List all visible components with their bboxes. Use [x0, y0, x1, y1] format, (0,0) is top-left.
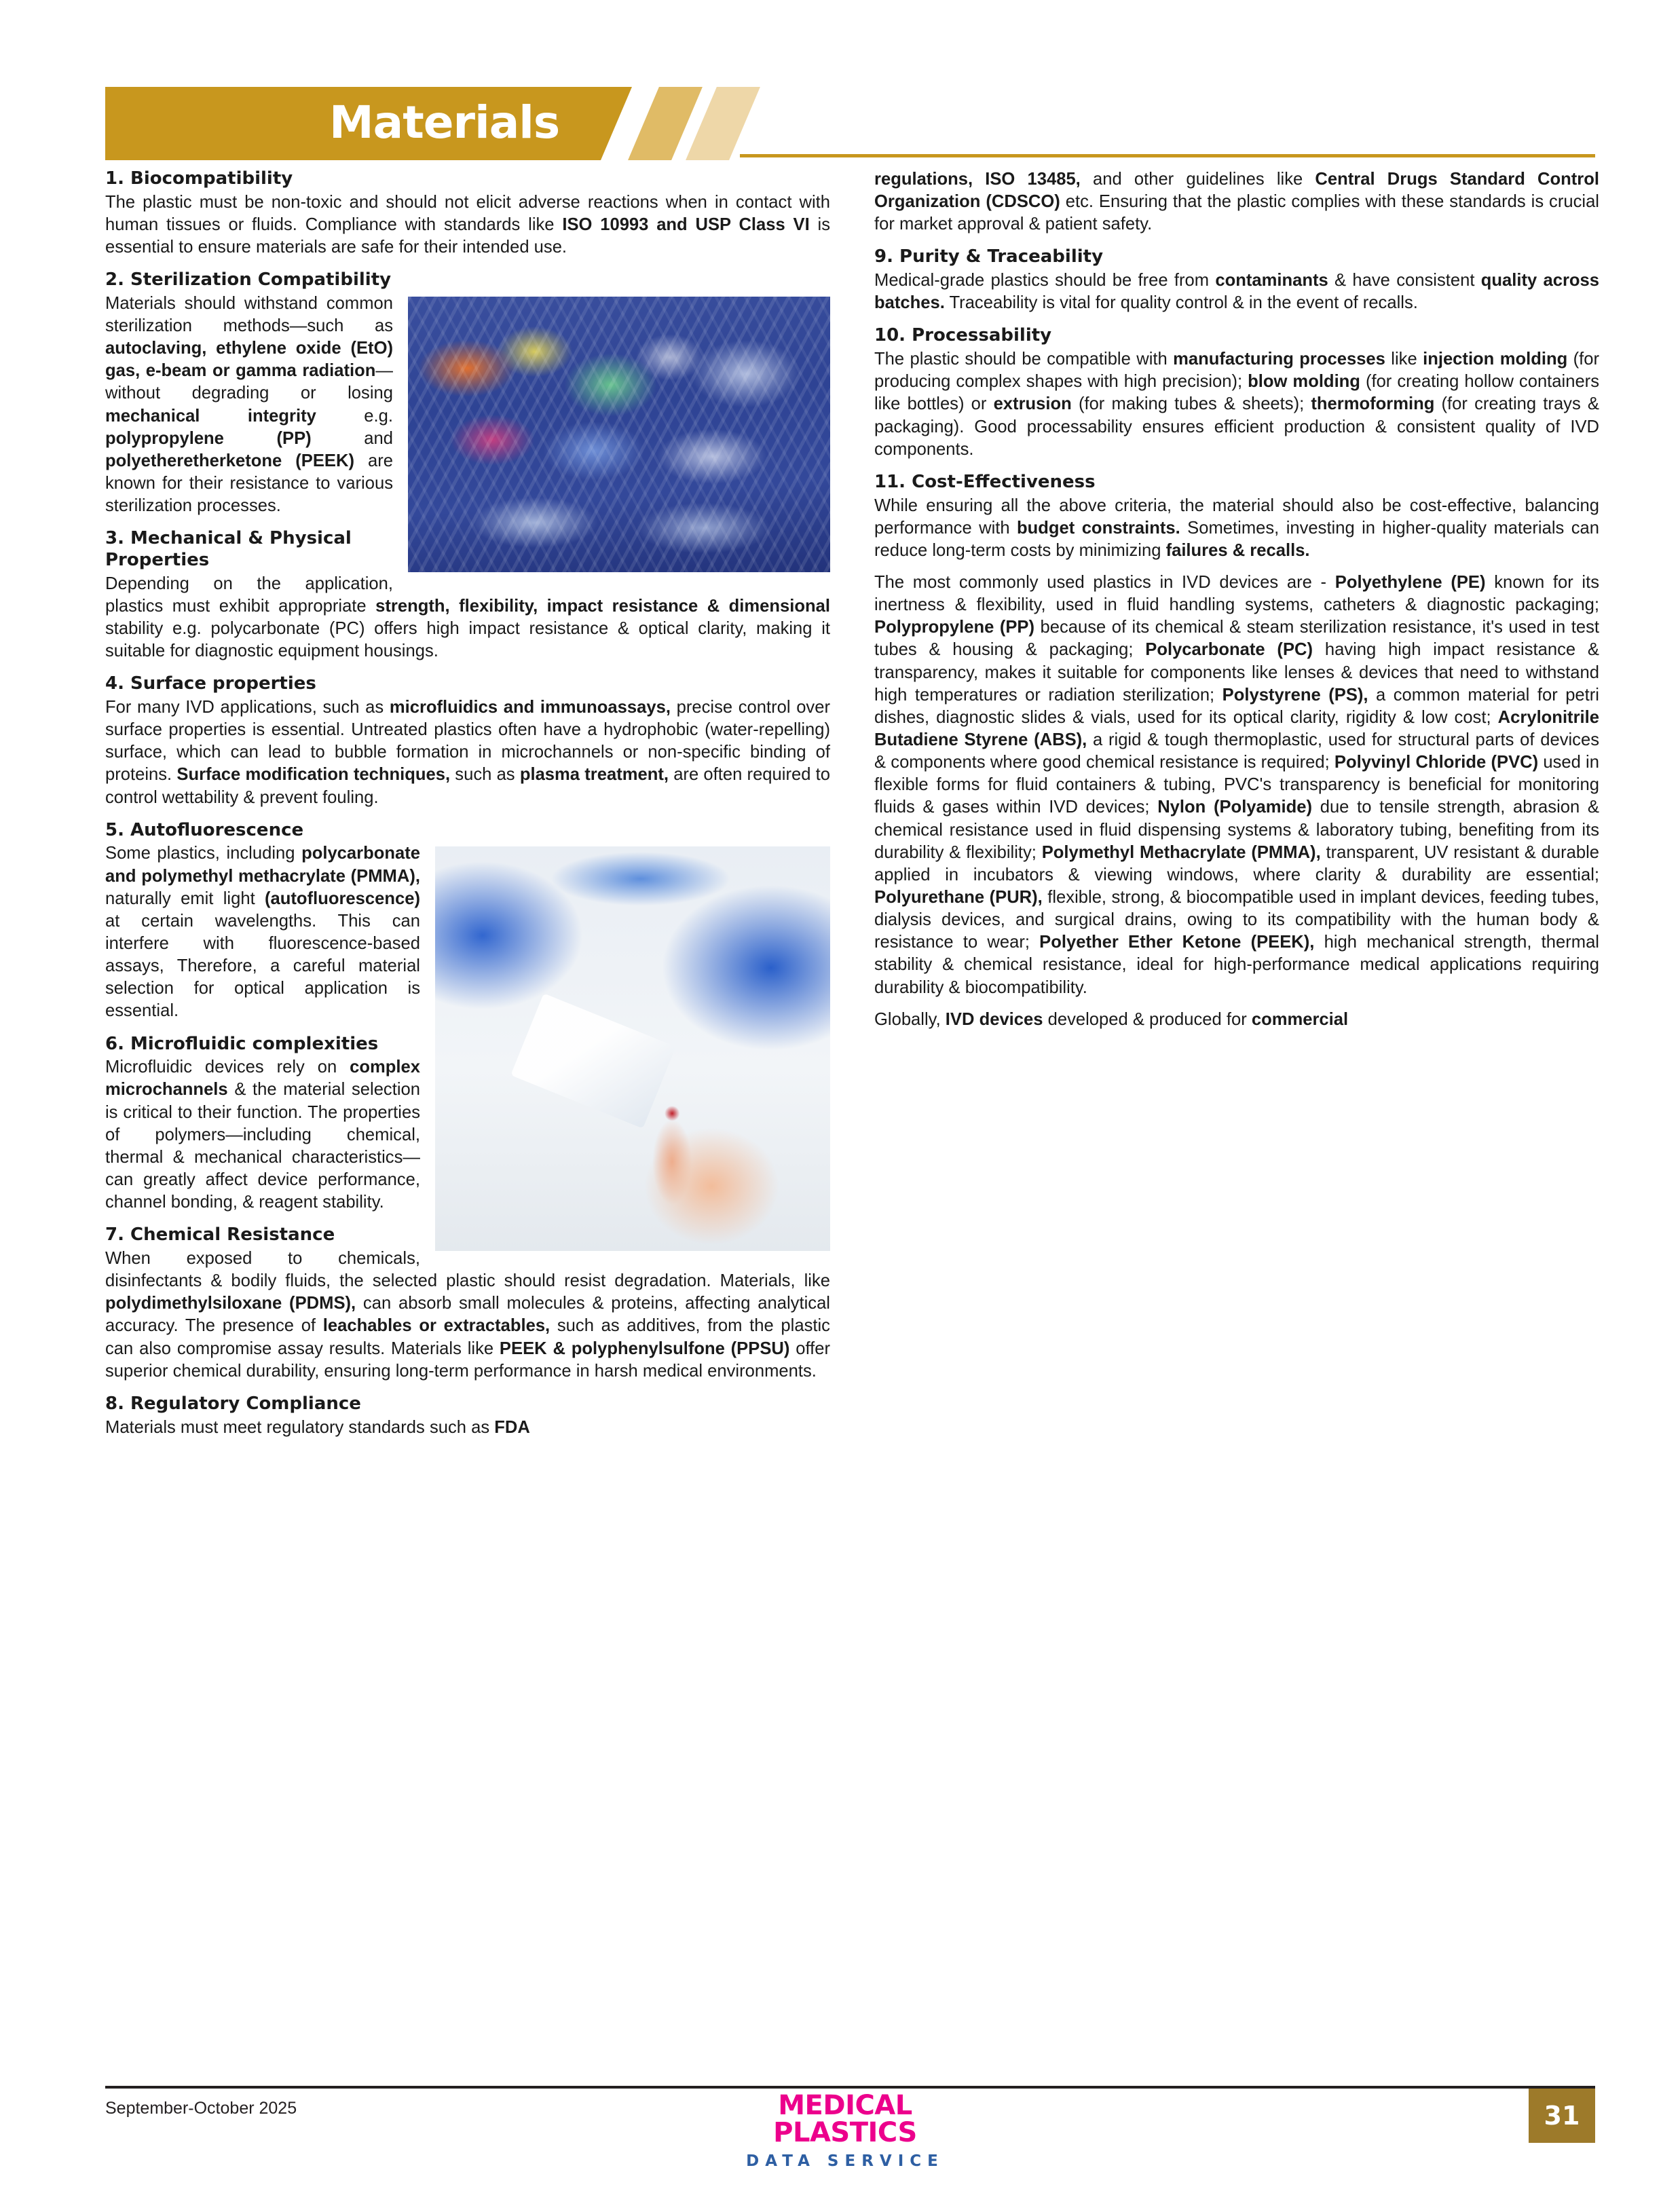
text-run: Medical-grade plastics should be free from [874, 271, 1216, 291]
logo-subtitle: DATA SERVICE [746, 2152, 944, 2170]
text-run-bold: IVD devices [945, 1009, 1043, 1029]
text-run: and other guidelines like [1080, 170, 1315, 189]
section-body-processability [874, 348, 1599, 461]
section-body-regulatory-continued [874, 168, 1599, 236]
text-run-bold: manufacturing processes [1173, 350, 1385, 369]
text-run-bold: contaminants [1215, 271, 1328, 291]
text-run-bold: strength, flexibility, impact resistance & dimensional [375, 596, 830, 616]
text-run: high mechanical strength, thermal stability & chemical resistance, ideal for high-performance medical applications requiring durability & biocompatibility. [874, 933, 1599, 997]
text-run: & have consistent [1328, 271, 1481, 291]
text-run: Globally, [874, 1009, 946, 1029]
plastic-name-pe: Polyethylene (PE) [1334, 572, 1486, 592]
text-run: Microfluidic devices rely on [105, 1058, 350, 1077]
text-run: due to tensile strength, abrasion & chemical resistance used in fluid dispensing systems & laboratory tubing, benefiting from its durability & flexibility; [874, 798, 1599, 862]
text-run-bold: polycarbonate and polymethyl methacrylate (PMMA), [105, 844, 420, 886]
section-heading-mechanical: 3. Mechanical & Physical Properties [105, 528, 352, 570]
section-body-surface [105, 696, 830, 809]
lab-consumables-photo [408, 297, 830, 572]
text-run: a common material for petri dishes, diagnostic slides & vials, used for its optical clarity, rigidity & low cost; [874, 685, 1599, 727]
text-run-bold: ISO 10993 and USP Class VI [562, 214, 810, 234]
text-run: at certain wavelengths. This can interfere with fluorescence-based assays, Therefore, a careful material selection for optical application is essential. [105, 911, 420, 1021]
text-run-bold: leachables or extractables, [322, 1316, 550, 1336]
publication-logo [716, 2092, 974, 2169]
section-heading-chemical-resistance: 7. Chemical Resistance [105, 1224, 335, 1246]
text-run-bold: quality across batches. [874, 271, 1600, 313]
text-run: a rigid & tough thermoplastic, used for structural parts of devices & components where good chemical resistance is required; [874, 730, 1599, 772]
text-run: used in flexible forms for fluid containers & tubing, PVC's transparency is beneficial for monitoring fluids & gases within IVD devices; [874, 753, 1599, 817]
text-run: is essential to ensure materials are safe for their intended use. [105, 214, 830, 257]
text-run: (for creating trays & packaging). Good processability ensures efficient production & consistent quality of IVD components. [874, 394, 1600, 459]
text-run: are known for their resistance to various sterilization processes. [105, 451, 393, 516]
text-run: like [1385, 350, 1423, 369]
plastic-name-pur: Polyurethane (PUR), [874, 887, 1043, 907]
text-run-bold: commercial [1251, 1009, 1349, 1029]
left-column [105, 168, 830, 1440]
text-run: such as additives, from the plastic can also compromise assay results. Materials like [105, 1316, 830, 1358]
plastic-name-ps: Polystyrene (PS), [1222, 685, 1368, 705]
text-run: etc. Ensuring that the plastic complies with these standards is crucial for market approval & patient safety. [874, 192, 1599, 234]
page-number-badge: 31 [1529, 2089, 1595, 2143]
page-title: Materials [329, 96, 560, 149]
text-run: stability e.g. polycarbonate (PC) offers high impact resistance & optical clarity, making it suitable for diagnostic equipment housings. [105, 618, 830, 661]
section-heading-autofluorescence: 5. Autofluorescence [105, 819, 304, 840]
text-run: Sometimes, investing in higher-quality materials can reduce long-term costs by minimizing [874, 518, 1599, 560]
text-run-bold: FDA [494, 1417, 530, 1437]
text-run-bold: failures & recalls. [1165, 540, 1310, 560]
text-run-bold: polydimethylsiloxane (PDMS), [105, 1294, 356, 1313]
text-run-bold: extrusion [993, 394, 1072, 414]
section-body-purity [874, 269, 1599, 314]
section-heading-surface: 4. Surface properties [105, 673, 316, 694]
text-run: flexible, strong, & biocompatible used in implant devices, feeding tubes, dialysis devices, and surgical drains, owing to its compatibility with the human body & resistance to wear; [874, 887, 1599, 952]
text-run: Traceability is vital for quality control & in the event of recalls. [944, 293, 1418, 313]
section-heading-biocompatibility: 1. Biocompatibility [105, 168, 293, 189]
banner-rule [740, 154, 1595, 157]
text-run: (for creating hollow containers like bottles) or [874, 372, 1599, 414]
text-run: (for making tubes & sheets); [1071, 394, 1311, 414]
text-run: and [311, 428, 393, 448]
section-body-common-plastics [874, 572, 1599, 999]
section-heading-sterilization: 2. Sterilization Compatibility [105, 269, 392, 291]
text-run: transparent, UV resistant & durable applied in incubators & viewing windows, where clarity & durability are essential; [874, 842, 1599, 884]
text-run: developed & produced for [1043, 1009, 1252, 1029]
section-heading-purity: 9. Purity & Traceability [874, 246, 1104, 267]
text-run: —without degrading or losing [105, 361, 393, 403]
text-run: The plastic must be non-toxic and should not elicit adverse reactions when in contact with human tissues or fluids. Compliance with standards like [105, 192, 830, 234]
text-run: & the material selection is critical to their function. The properties of polymers—including chemical, thermal & mechanical characteristics—can greatly affect device performance, channel bonding, & reagent stability. [105, 1080, 420, 1212]
text-run-bold: complex microchannels [105, 1058, 420, 1100]
text-run: known for its inertness & flexibility, used in fluid handling systems, catheters & diagnostic packaging; [874, 572, 1600, 615]
section-body-global [874, 1009, 1599, 1031]
plastic-name-pc: Polycarbonate (PC) [1145, 640, 1313, 660]
text-run-bold: autoclaving, ethylene oxide (EtO) gas, e-beam or gamma radiation [105, 339, 393, 381]
text-run-bold: PEEK & polyphenylsulfone (PPSU) [499, 1339, 790, 1358]
text-run-bold: polypropylene (PP) [105, 428, 312, 448]
footer-issue-date: September-October 2025 [105, 2099, 297, 2118]
text-run-bold: regulations, ISO 13485, [874, 170, 1081, 189]
text-run: Materials must meet regulatory standards such as [105, 1417, 495, 1437]
plastic-name-pvc: Polyvinyl Chloride (PVC) [1334, 753, 1539, 772]
section-heading-processability: 10. Processability [874, 325, 1052, 346]
logo-title: MEDICAL PLASTICS [773, 2090, 917, 2148]
plastic-name-nylon: Nylon (Polyamide) [1157, 798, 1313, 817]
right-column [874, 168, 1599, 1032]
text-run-bold: Central Drugs Standard Control Organization (CDSCO) [874, 170, 1599, 212]
plastic-name-pp: Polypropylene (PP) [874, 618, 1035, 637]
text-run: (for producing complex shapes with high precision); [874, 350, 1599, 392]
section-body-regulatory [105, 1417, 830, 1439]
plastic-name-abs: Acrylonitrile Butadiene Styrene (ABS), [874, 707, 1599, 749]
section-heading-cost: 11. Cost-Effectiveness [874, 471, 1096, 492]
text-run-bold: Surface modification techniques, [176, 765, 451, 785]
text-run-bold: mechanical integrity [105, 406, 316, 426]
text-run: For many IVD applications, such as [105, 697, 390, 717]
plastic-name-pmma: Polymethyl Methacrylate (PMMA), [1041, 842, 1321, 862]
plastic-name-peek: Polyether Ether Ketone (PEEK), [1039, 933, 1315, 952]
text-run: The plastic should be compatible with [874, 350, 1174, 369]
text-run: While ensuring all the above criteria, the material should also be cost-effective, balancing performance with [874, 495, 1599, 538]
text-run: offer superior chemical durability, ensuring long-term performance in harsh medical environments. [105, 1339, 830, 1381]
text-run: such as [450, 765, 520, 785]
text-run: Some plastics, including [105, 844, 302, 863]
text-run: can absorb small molecules & proteins, affecting analytical accuracy. The presence of [105, 1294, 830, 1336]
text-run: having high impact resistance & transparency, makes it suitable for components like lenses & devices that need to withstand high temperatures or radiation sterilization; [874, 640, 1599, 705]
text-run: The most commonly used plastics in IVD devices are - [874, 572, 1335, 592]
rapid-test-photo [435, 846, 830, 1251]
section-body-biocompatibility [105, 191, 830, 259]
text-run: e.g. [316, 406, 393, 426]
text-run-bold: thermoforming [1311, 394, 1435, 414]
section-heading-regulatory: 8. Regulatory Compliance [105, 1393, 361, 1414]
section-heading-microfluidic: 6. Microfluidic complexities [105, 1033, 379, 1054]
text-run-bold: microfluidics and immunoassays, [389, 697, 671, 717]
text-run-bold: polyetheretherketone (PEEK) [105, 451, 355, 470]
text-run: precise control over surface properties is essential. Untreated plastics often have a hydrophobic (water-repelling) surface, which can lead to bubble formation in microchannels or non-specific binding of proteins. [105, 697, 830, 785]
text-run: Materials should withstand common sterilization methods—such as [105, 293, 393, 335]
text-run-bold: plasma treatment, [519, 765, 669, 785]
footer-divider [105, 2086, 1595, 2089]
text-run-bold: (autofluorescence) [265, 888, 420, 908]
section-body-mechanical [105, 573, 830, 663]
text-run: are often required to control wettability & prevent fouling. [105, 765, 831, 807]
text-run: When exposed to chemicals, disinfectants & bodily fluids, the selected plastic should resist degradation. Materials, like [105, 1248, 830, 1291]
text-run-bold: injection molding [1423, 350, 1568, 369]
page-header-banner [105, 87, 1595, 160]
section-body-chemical-resistance [105, 1248, 830, 1383]
text-run-bold: blow molding [1248, 372, 1360, 392]
text-run: because of its chemical & steam sterilization resistance, it's used in test tubes & housing & packaging; [874, 618, 1599, 660]
section-body-cost [874, 495, 1599, 562]
text-run: Depending on the application, plastics must exhibit appropriate [105, 574, 393, 616]
text-run: naturally emit light [105, 888, 265, 908]
text-run-bold: budget constraints. [1017, 518, 1180, 538]
